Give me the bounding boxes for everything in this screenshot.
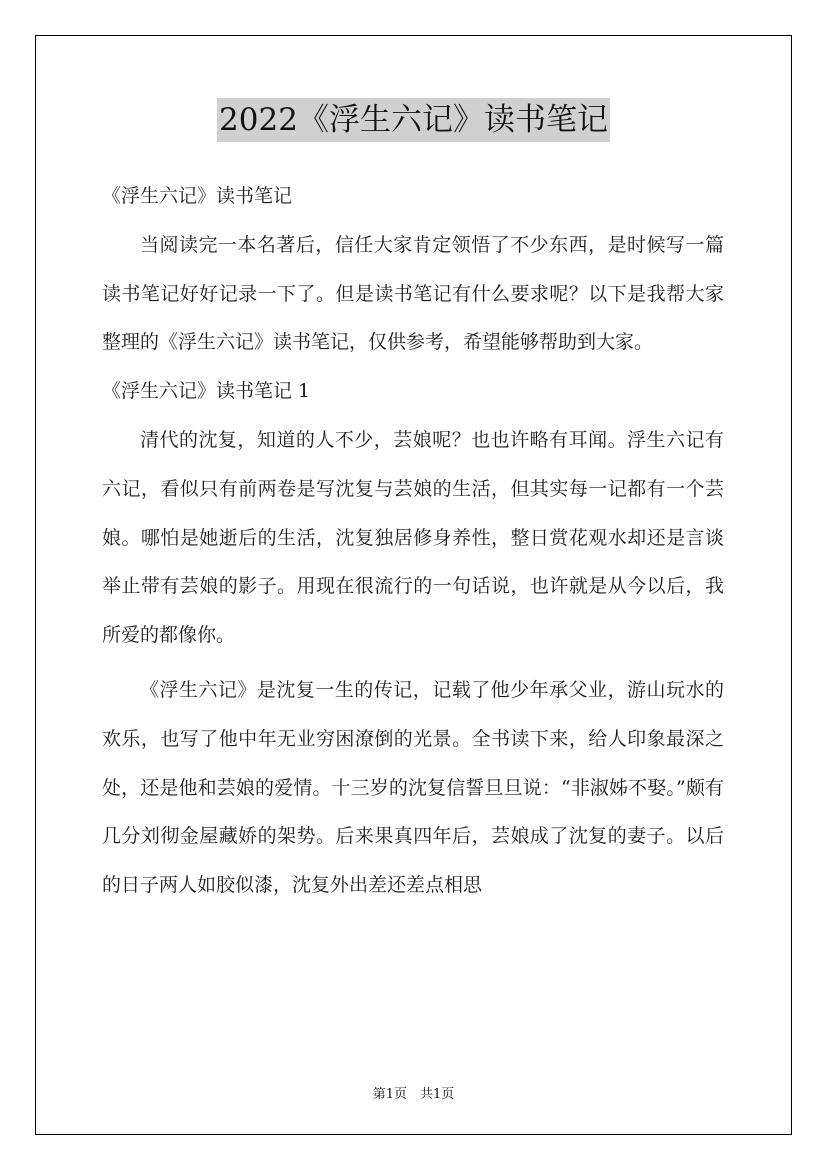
paragraph-intro: 当阅读完一本名著后，信任大家肯定领悟了不少东西，是时候写一篇读书笔记好好记录一下了。但是读书笔记有什么要求呢？以下是我帮大家整理的《浮生六记》读书笔记，仅供参考，希望能够帮助到大家。 — [102, 233, 724, 354]
document-title: 2022《浮生六记》读书笔记 — [217, 98, 610, 142]
title-container — [0, 98, 827, 142]
paragraph-body-1: 清代的沈复，知道的人不少，芸娘呢？也也许略有耳闻。浮生六记有六记，看似只有前两卷是写沈复与芸娘的生活，但其实每一记都有一个芸娘。哪怕是她逝后的生活，沈复独居修身养性，整日赏花观水却还是言谈举止带有芸娘的影子。用现在很流行的一句话说，也许就是从今以后，我所爱的都像你。 — [102, 428, 724, 647]
paragraph-section-heading: 《浮生六记》读书笔记 1 — [102, 380, 311, 403]
page-number-footer: 第1页 共1页 — [372, 1087, 455, 1102]
paragraph-body-2: 《浮生六记》是沈复一生的传记，记载了他少年承父业，游山玩水的欢乐，也写了他中年无业穷困潦倒的光景。全书读下来，给人印象最深之处，还是他和芸娘的爱情。十三岁的沈复信誓旦旦说：“非淑姊不娶。”颇有几分刘彻金屋藏娇的架势。后来果真四年后，芸娘成了沈复的妻子。以后的日子两人如胶似漆，沈复外出差还差点相思 — [102, 678, 724, 897]
paragraph-subtitle: 《浮生六记》读书笔记 — [102, 185, 293, 207]
document-body — [102, 172, 724, 910]
